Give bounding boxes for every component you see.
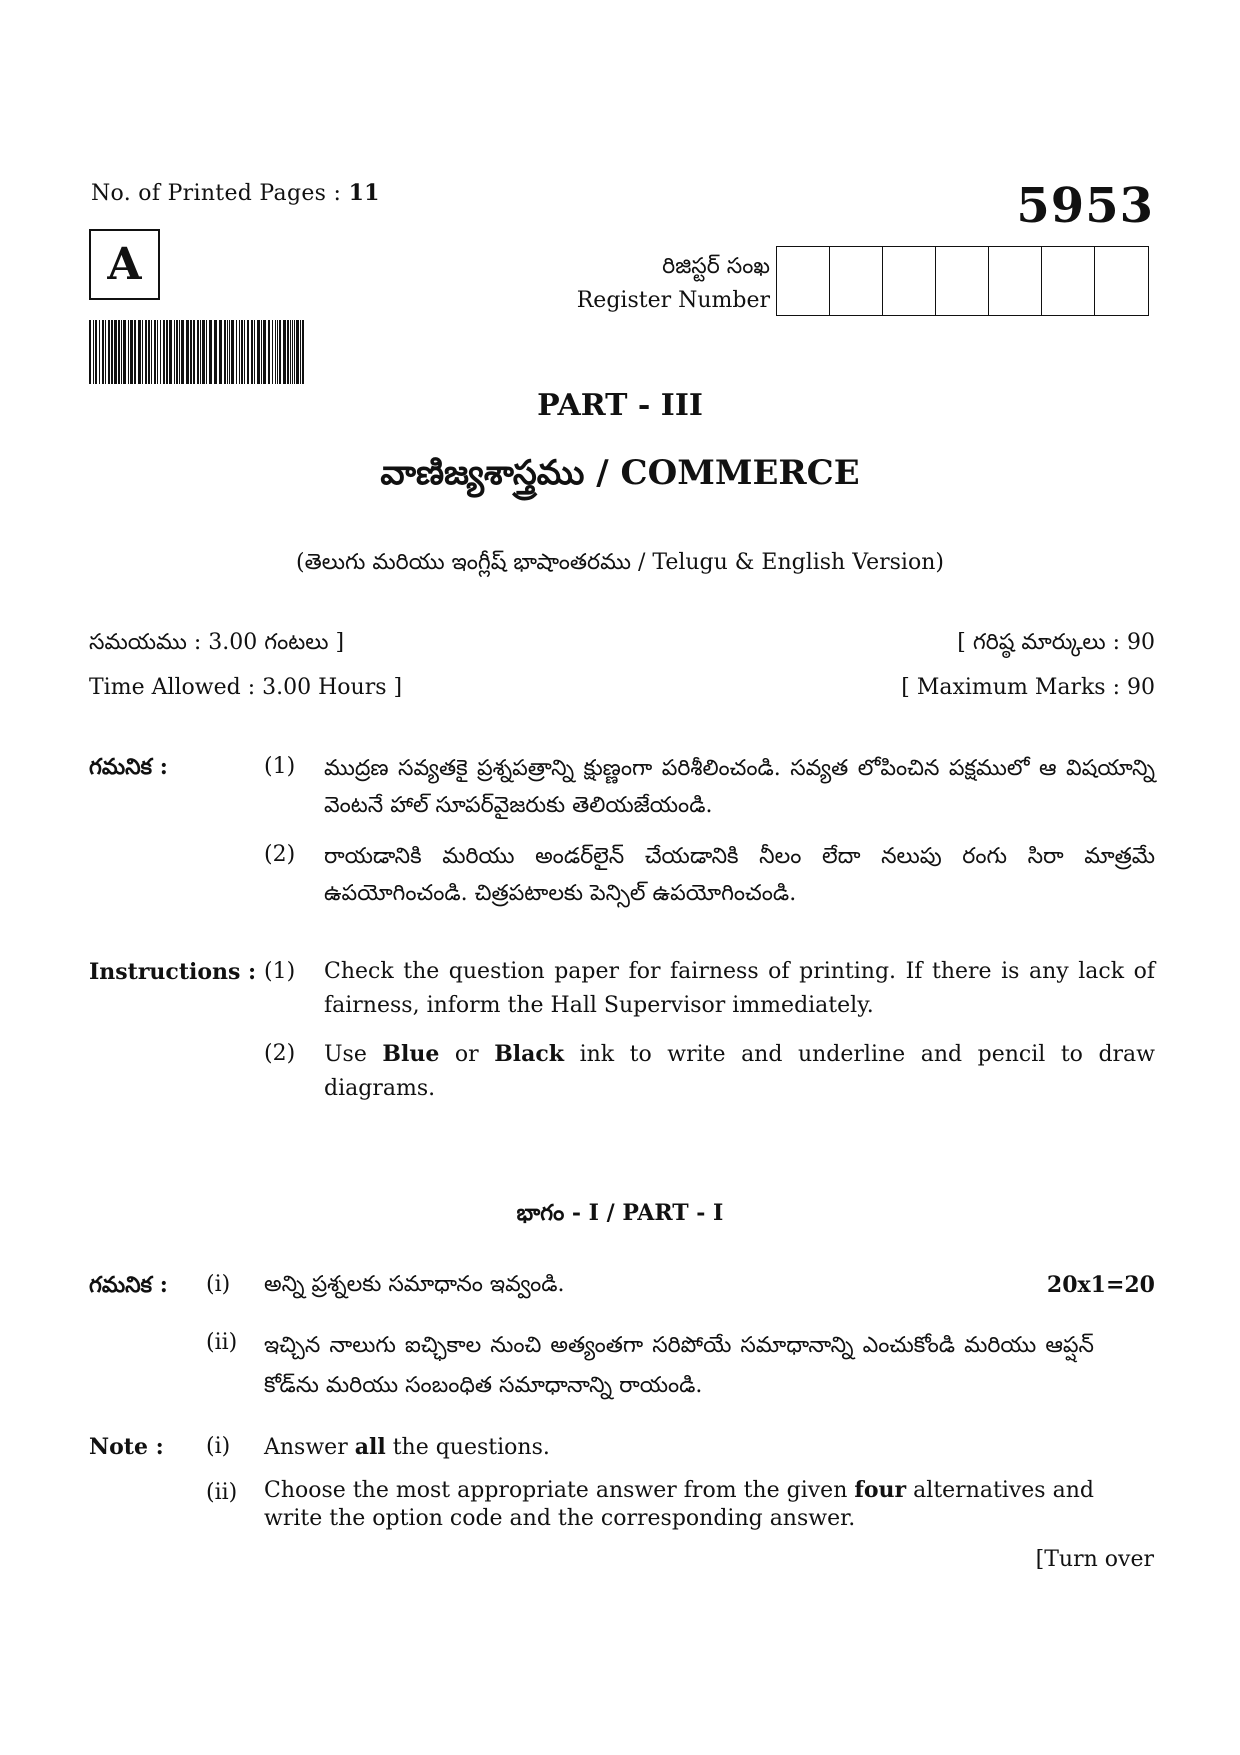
text-part: the questions. <box>385 1435 550 1460</box>
subject-title: వాణిజ్యశాస్త్రము / COMMERCE <box>380 453 860 493</box>
max-marks-en: [ Maximum Marks : 90 <box>901 675 1155 700</box>
instructions-te-label: గమనిక : <box>89 754 168 780</box>
note-en-text <box>264 1430 1094 1465</box>
instruction-en-text <box>324 1037 1155 1106</box>
instruction-te-num: (2) <box>264 842 296 867</box>
barcode-icon <box>89 320 307 384</box>
register-digit-box <box>777 247 830 315</box>
paper-code: 5953 <box>1016 178 1154 234</box>
register-number-grid <box>776 246 1149 316</box>
printed-pages <box>91 180 380 206</box>
turn-over: [Turn over <box>1035 1547 1154 1572</box>
note-en-text <box>264 1476 1094 1533</box>
register-label <box>500 250 770 318</box>
register-digit-box <box>1095 247 1148 315</box>
marks-scheme: 20x1=20 <box>1046 1272 1155 1298</box>
instructions-en <box>89 955 1155 1105</box>
text-part: Answer <box>264 1435 355 1460</box>
instructions-te <box>89 750 1155 910</box>
register-digit-box <box>936 247 989 315</box>
instruction-en-num: (2) <box>264 1041 296 1066</box>
note-te-text: ఇచ్చిన నాలుగు ఐచ్ఛికాల నుంచి అత్యంతగా సరిపోయే సమాధానాన్ని ఎంచుకోండి మరియు ఆప్షన్ కోడ్‌ను మరియు సంబంధిత సమాధానాన్ని రాయండి. <box>264 1333 1094 1398</box>
max-marks-te: [ గరిష్ఠ మార్కులు : 90 <box>957 630 1155 655</box>
text-part: ink to write and underline and pencil to draw diagrams. <box>324 1042 1156 1101</box>
note-en-num: (i) <box>206 1434 231 1459</box>
register-digit-box <box>830 247 883 315</box>
text-part: Choose the most appropriate answer from the given <box>264 1478 855 1503</box>
part1-note-en <box>89 1430 1155 1530</box>
instruction-te-text: రాయడానికి మరియు అండర్‌లైన్ చేయడానికి నీలం లేదా నలుపు రంగు సిరా మాత్రమే ఉపయోగించండి. చిత్రపటాలకు పెన్సిల్ ఉపయోగించండి. <box>324 844 1155 906</box>
instruction-en-text: Check the question paper for fairness of printing. If there is any lack of fairness, inform the Hall Supervisor immediately. <box>324 959 1155 1018</box>
time-allowed-en: Time Allowed : 3.00 Hours ] <box>89 675 403 700</box>
note-te-num: (i) <box>206 1272 231 1297</box>
text-part: or <box>439 1042 495 1067</box>
instruction-en-num: (1) <box>264 959 296 984</box>
part-title: PART - III <box>537 388 703 423</box>
time-allowed-te: సమయము : 3.00 గంటలు ] <box>89 630 345 655</box>
part1-note-te-label: గమనిక : <box>89 1272 168 1298</box>
register-digit-box <box>1042 247 1095 315</box>
text-part: Use <box>324 1042 383 1067</box>
instructions-en-label: Instructions : <box>89 959 257 985</box>
text-part: alternatives and write the option code and the corresponding answer. <box>264 1478 1094 1531</box>
register-label-en: Register Number <box>576 288 770 313</box>
version-line: (తెలుగు మరియు ఇంగ్లీష్ భాషాంతరము / Telugu & English Version) <box>296 550 944 575</box>
part1-note-te <box>89 1268 1155 1398</box>
register-digit-box <box>883 247 936 315</box>
printed-pages-label: No. of Printed Pages : <box>91 181 342 206</box>
bold-black: Black <box>494 1041 565 1067</box>
register-label-te: రిజిస్టర్ సంఖ <box>662 254 770 279</box>
instruction-te-text: ముద్రణ సవ్యతకై ప్రశ్నపత్రాన్ని క్షుణ్ణంగా పరిశీలించండి. సవ్యత లోపించిన పక్షములో ఆ విషయాన్ని వెంటనే హాల్ సూపర్‌వైజరుకు తెలియజేయండి. <box>324 756 1155 818</box>
note-en-num: (ii) <box>206 1480 238 1505</box>
part1-note-en-label: Note : <box>89 1434 164 1460</box>
series-box: A <box>89 229 160 300</box>
bold-blue: Blue <box>382 1041 440 1067</box>
instruction-te-num: (1) <box>264 754 296 779</box>
printed-pages-value: 11 <box>348 180 380 206</box>
note-te-text: అన్ని ప్రశ్నలకు సమాధానం ఇవ్వండి. <box>264 1272 565 1297</box>
note-te-num: (ii) <box>206 1330 238 1355</box>
part1-heading: భాగం - I / PART - I <box>516 1200 724 1226</box>
bold-all: all <box>354 1434 386 1460</box>
register-digit-box <box>989 247 1042 315</box>
time-marks-en <box>89 675 1155 700</box>
time-marks-te <box>89 630 1155 660</box>
bold-four: four <box>854 1477 907 1503</box>
